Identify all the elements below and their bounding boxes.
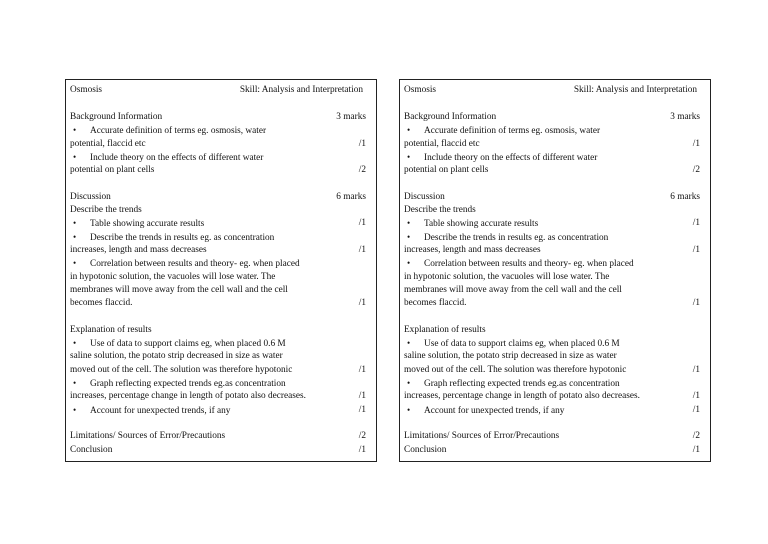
mark-value: /2 (692, 165, 700, 176)
rubric-line (70, 204, 366, 217)
line-text: • Describe the trends in results eg. as concentration (407, 231, 608, 245)
criterion-item (70, 377, 366, 390)
mark-value: /1 (692, 218, 700, 229)
rubric-card-right (399, 79, 711, 462)
rubric-line (70, 364, 366, 377)
criterion-item (404, 151, 700, 164)
line-text: moved out of the cell. The solution was therefore hypotonic (404, 364, 627, 375)
line-text: • Account for unexpected trends, if any (73, 404, 230, 418)
rubric-line (404, 111, 700, 124)
criterion-item (404, 231, 700, 244)
line-text: moved out of the cell. The solution was therefore hypotonic (70, 364, 293, 375)
line-text: Describe the trends (404, 205, 476, 216)
rubric-line (70, 350, 366, 363)
line-text: Explanation of results (404, 324, 486, 335)
line-text: • Correlation between results and theory- eg. when placed (73, 257, 300, 271)
criterion-item (70, 231, 366, 244)
line-text: • Use of data to support claims eg, when placed 0.6 M (73, 337, 286, 351)
line-text: becomes flaccid. (404, 298, 467, 309)
mark-value: /1 (692, 245, 700, 255)
line-text: • Graph reflecting expected trends eg.as concentration (73, 377, 286, 391)
line-text: increases, percentage change in length of potato also decreases. (70, 391, 306, 402)
mark-value: 3 marks (670, 112, 700, 122)
mark-value: /1 (692, 138, 700, 149)
line-text: saline solution, the potato strip decreased in size as water (404, 351, 617, 362)
line-text: membranes will move away from the cell wall and the cell (70, 284, 288, 295)
line-text: • Table showing accurate results (407, 217, 538, 231)
mark-value: 6 marks (670, 191, 700, 202)
mark-value: /1 (692, 391, 700, 402)
mark-value: /1 (358, 138, 366, 149)
mark-value: /1 (358, 298, 366, 309)
card-header (404, 84, 700, 97)
line-text: becomes flaccid. (70, 298, 133, 309)
rubric-line (404, 350, 700, 363)
rubric-line (70, 244, 366, 257)
card-title: Osmosis (404, 85, 437, 95)
rubric-line (404, 430, 700, 443)
line-text: potential on plant cells (404, 165, 489, 176)
card-header (70, 84, 366, 97)
skill-label: Skill: Analysis and Interpretation (573, 85, 697, 95)
criterion-item (70, 151, 366, 164)
rubric-line (404, 244, 700, 257)
criterion-item (70, 257, 366, 270)
rubric-line (70, 164, 366, 177)
line-text: • Describe the trends in results eg. as concentration (73, 231, 274, 245)
rubric-line (404, 444, 700, 457)
line-text: Explanation of results (70, 324, 152, 335)
mark-value: /1 (692, 298, 700, 309)
mark-value: /1 (358, 404, 366, 415)
card-title: Osmosis (70, 85, 103, 95)
rubric-line (70, 324, 366, 337)
rubric-line (70, 390, 366, 403)
criterion-item (70, 124, 366, 137)
mark-value: 6 marks (336, 191, 366, 202)
line-text: Background Information (70, 112, 163, 122)
mark-value: /1 (692, 444, 700, 455)
rubric-line (404, 390, 700, 403)
rubric-line (404, 138, 700, 151)
line-text: Discussion (404, 191, 445, 202)
line-text: Background Information (404, 112, 497, 122)
rubric-line (404, 364, 700, 377)
criterion-item (404, 337, 700, 350)
rubric-card-left (65, 79, 377, 462)
rubric-line (70, 284, 366, 297)
line-text: potential, flaccid etc (70, 138, 146, 149)
rubric-line (70, 271, 366, 284)
rubric-line (70, 430, 366, 443)
line-text: • Include theory on the effects of different water (407, 151, 597, 165)
rubric-line (70, 297, 366, 310)
line-text: increases, percentage change in length of potato also decreases. (404, 391, 640, 402)
mark-value: /1 (358, 364, 366, 375)
rubric-line (70, 444, 366, 457)
criterion-item (70, 404, 366, 417)
line-text: • Accurate definition of terms eg. osmosis, water (73, 124, 266, 138)
criterion-item (404, 124, 700, 137)
rubric-line (404, 164, 700, 177)
mark-value: /1 (358, 444, 366, 455)
mark-value: /1 (692, 404, 700, 415)
line-text: Conclusion (70, 444, 113, 455)
line-text: Conclusion (404, 444, 447, 455)
rubric-line (70, 111, 366, 124)
line-text: saline solution, the potato strip decreased in size as water (70, 351, 283, 362)
mark-value: /2 (358, 165, 366, 176)
criterion-item (404, 217, 700, 230)
mark-value: /1 (358, 218, 366, 229)
line-text: • Accurate definition of terms eg. osmosis, water (407, 124, 600, 138)
rubric-line (70, 138, 366, 151)
rubric-line (70, 191, 366, 204)
rubric-line (404, 324, 700, 337)
line-text: in hypotonic solution, the vacuoles will lose water. The (70, 271, 276, 282)
mark-value: 3 marks (336, 112, 366, 122)
line-text: • Correlation between results and theory- eg. when placed (407, 257, 634, 271)
criterion-item (404, 257, 700, 270)
line-text: potential on plant cells (70, 165, 155, 176)
rubric-line (404, 191, 700, 204)
skill-label: Skill: Analysis and Interpretation (239, 85, 363, 95)
line-text: Limitations/ Sources of Error/Precautions (404, 431, 560, 442)
criterion-item (404, 404, 700, 417)
rubric-line (404, 204, 700, 217)
line-text: • Include theory on the effects of different water (73, 151, 263, 165)
criterion-item (70, 337, 366, 350)
line-text: increases, length and mass decreases (404, 245, 541, 255)
line-text: • Account for unexpected trends, if any (407, 404, 564, 418)
line-text: • Graph reflecting expected trends eg.as concentration (407, 377, 620, 391)
mark-value: /2 (692, 431, 700, 442)
mark-value: /1 (358, 245, 366, 255)
line-text: • Use of data to support claims eg, when placed 0.6 M (407, 337, 620, 351)
line-text: Discussion (70, 191, 111, 202)
line-text: increases, length and mass decreases (70, 245, 207, 255)
line-text: Limitations/ Sources of Error/Precautions (70, 431, 226, 442)
mark-value: /1 (692, 364, 700, 375)
criterion-item (404, 377, 700, 390)
rubric-line (404, 271, 700, 284)
line-text: potential, flaccid etc (404, 138, 480, 149)
line-text: membranes will move away from the cell wall and the cell (404, 284, 622, 295)
rubric-line (404, 284, 700, 297)
rubric-line (404, 297, 700, 310)
line-text: in hypotonic solution, the vacuoles will lose water. The (404, 271, 610, 282)
line-text: Describe the trends (70, 205, 142, 216)
line-text: • Table showing accurate results (73, 217, 204, 231)
mark-value: /1 (358, 391, 366, 402)
criterion-item (70, 217, 366, 230)
mark-value: /2 (358, 431, 366, 442)
